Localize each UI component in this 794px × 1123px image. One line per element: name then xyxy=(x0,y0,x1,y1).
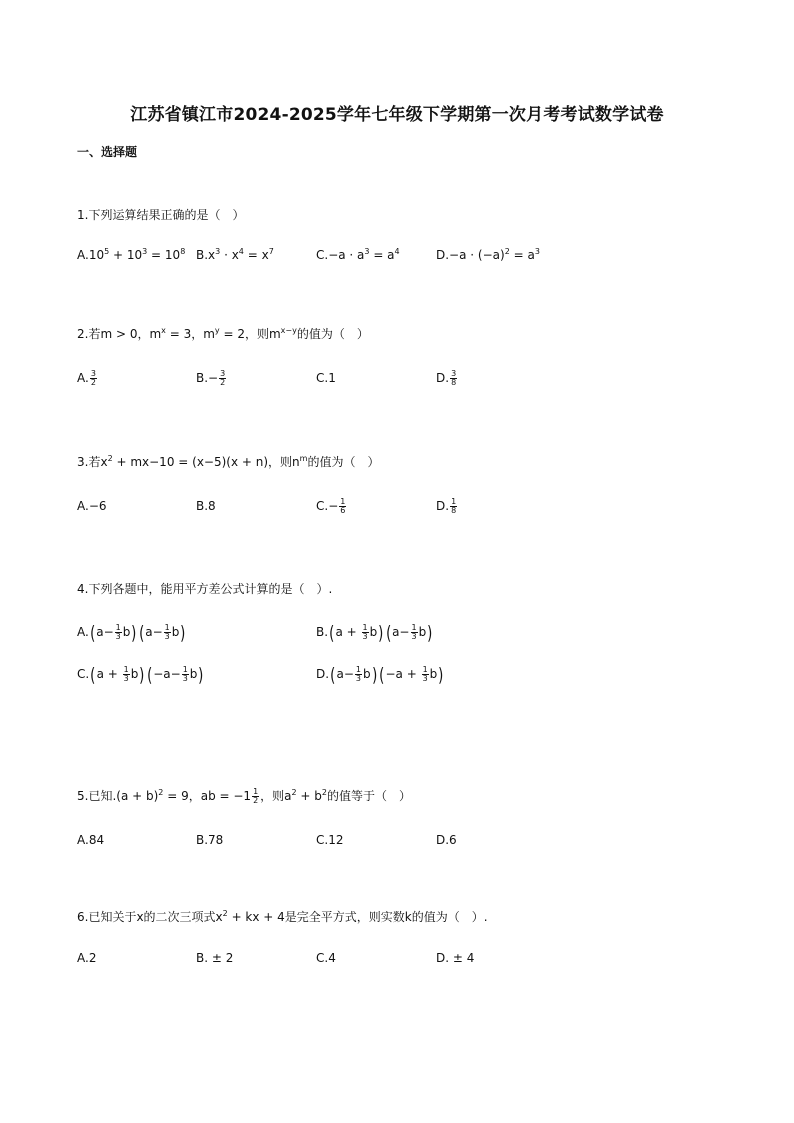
q5-option-d: D.6 xyxy=(436,833,457,847)
q1-option-d: $D.-a \cdot (-a)^2 = a^3$ xyxy=(436,247,540,262)
fraction: $\frac{1}{6}$ xyxy=(340,497,346,515)
q1-option-c: $C.-a \cdot a^3 = a^4$ xyxy=(316,247,400,262)
fraction: $\frac{3}{2}$ xyxy=(220,369,226,387)
fraction: $\frac{1}{3}$ xyxy=(355,665,361,683)
q5-option-b: B.78 xyxy=(196,833,224,847)
fraction: $\frac{1}{3}$ xyxy=(164,623,170,641)
q1-option-b: $B.x^3 \cdot x^4 = x^7$ xyxy=(196,247,274,262)
question-2-stem: 2.若m > 0，$m^x = 3$，$m^y = 2$，则$m^{x-y}$的值为（ ） xyxy=(77,326,369,341)
fraction: $\frac{1}{8}$ xyxy=(451,497,457,515)
q2-option-b: B.− $\frac{3}{2}$ xyxy=(196,369,226,387)
q4-option-a: A.(a− $\frac{1}{3}$ b) (a− $\frac{1}{3}$ b) xyxy=(77,622,186,644)
section-heading: 一、选择题 xyxy=(77,145,138,159)
q6-option-c: C.4 xyxy=(316,951,336,965)
question-4-stem: 4.下列各题中，能用平方差公式计算的是（ ）. xyxy=(77,582,333,596)
fraction: $\frac{1}{3}$ xyxy=(362,623,368,641)
fraction: $\frac{1}{3}$ xyxy=(115,623,121,641)
q4-option-b: B.(a + $\frac{1}{3}$ b) (a− $\frac{1}{3}$ b) xyxy=(316,622,433,644)
fraction: $\frac{1}{3}$ xyxy=(123,665,129,683)
question-6-stem: 6.已知关于x的二次三项式$x^2$ + kx + 4是完全平方式，则实数k的值为（ ）. xyxy=(77,909,488,924)
q1-option-a: $A.10^5 + 10^3 = 10^8$ xyxy=(77,247,186,262)
question-5-stem: 5.已知$.(a + b)^2 = 9$，ab = −1 $\frac{1}{2}$ ，则$a^2 + b^2$的值等于（ ） xyxy=(77,787,412,805)
fraction: $\frac{3}{2}$ xyxy=(90,369,96,387)
q5-option-a: A.84 xyxy=(77,833,105,847)
q2-option-d: D. $\frac{3}{8}$ xyxy=(436,369,457,387)
fraction: $\frac{1}{3}$ xyxy=(182,665,188,683)
question-1-stem: 1.下列运算结果正确的是（ ） xyxy=(77,208,245,222)
q4-option-c: C.(a + $\frac{1}{3}$ b) (−a− $\frac{1}{3}$ b) xyxy=(77,664,204,686)
q2-option-c: C.1 xyxy=(316,371,336,385)
q3-option-c: C.− $\frac{1}{6}$ xyxy=(316,497,346,515)
fraction: $\frac{1}{3}$ xyxy=(422,665,428,683)
question-3-stem: 3.若$x^2 + mx-10 = (x-5)(x + n)$，则$n^m$的值为（ ） xyxy=(77,454,380,469)
q6-option-a: A.2 xyxy=(77,951,97,965)
fraction: $\frac{1}{3}$ xyxy=(411,623,417,641)
q4-option-d: D.(a− $\frac{1}{3}$ b) (−a + $\frac{1}{3}$ b) xyxy=(316,664,444,686)
q3-option-d: D. $\frac{1}{8}$ xyxy=(436,497,457,515)
fraction: $\frac{1}{2}$ xyxy=(253,787,259,805)
q6-option-d: D. ± 4 xyxy=(436,951,475,965)
q6-option-b: B. ± 2 xyxy=(196,951,234,965)
q5-option-c: C.12 xyxy=(316,833,344,847)
fraction: $\frac{3}{8}$ xyxy=(451,369,457,387)
q3-option-a: A.−6 xyxy=(77,499,107,513)
page-title: 江苏省镇江市2024-2025学年七年级下学期第一次月考考试数学试卷 xyxy=(130,105,664,125)
q2-option-a: A. $\frac{3}{2}$ xyxy=(77,369,96,387)
q3-option-b: B.8 xyxy=(196,499,216,513)
